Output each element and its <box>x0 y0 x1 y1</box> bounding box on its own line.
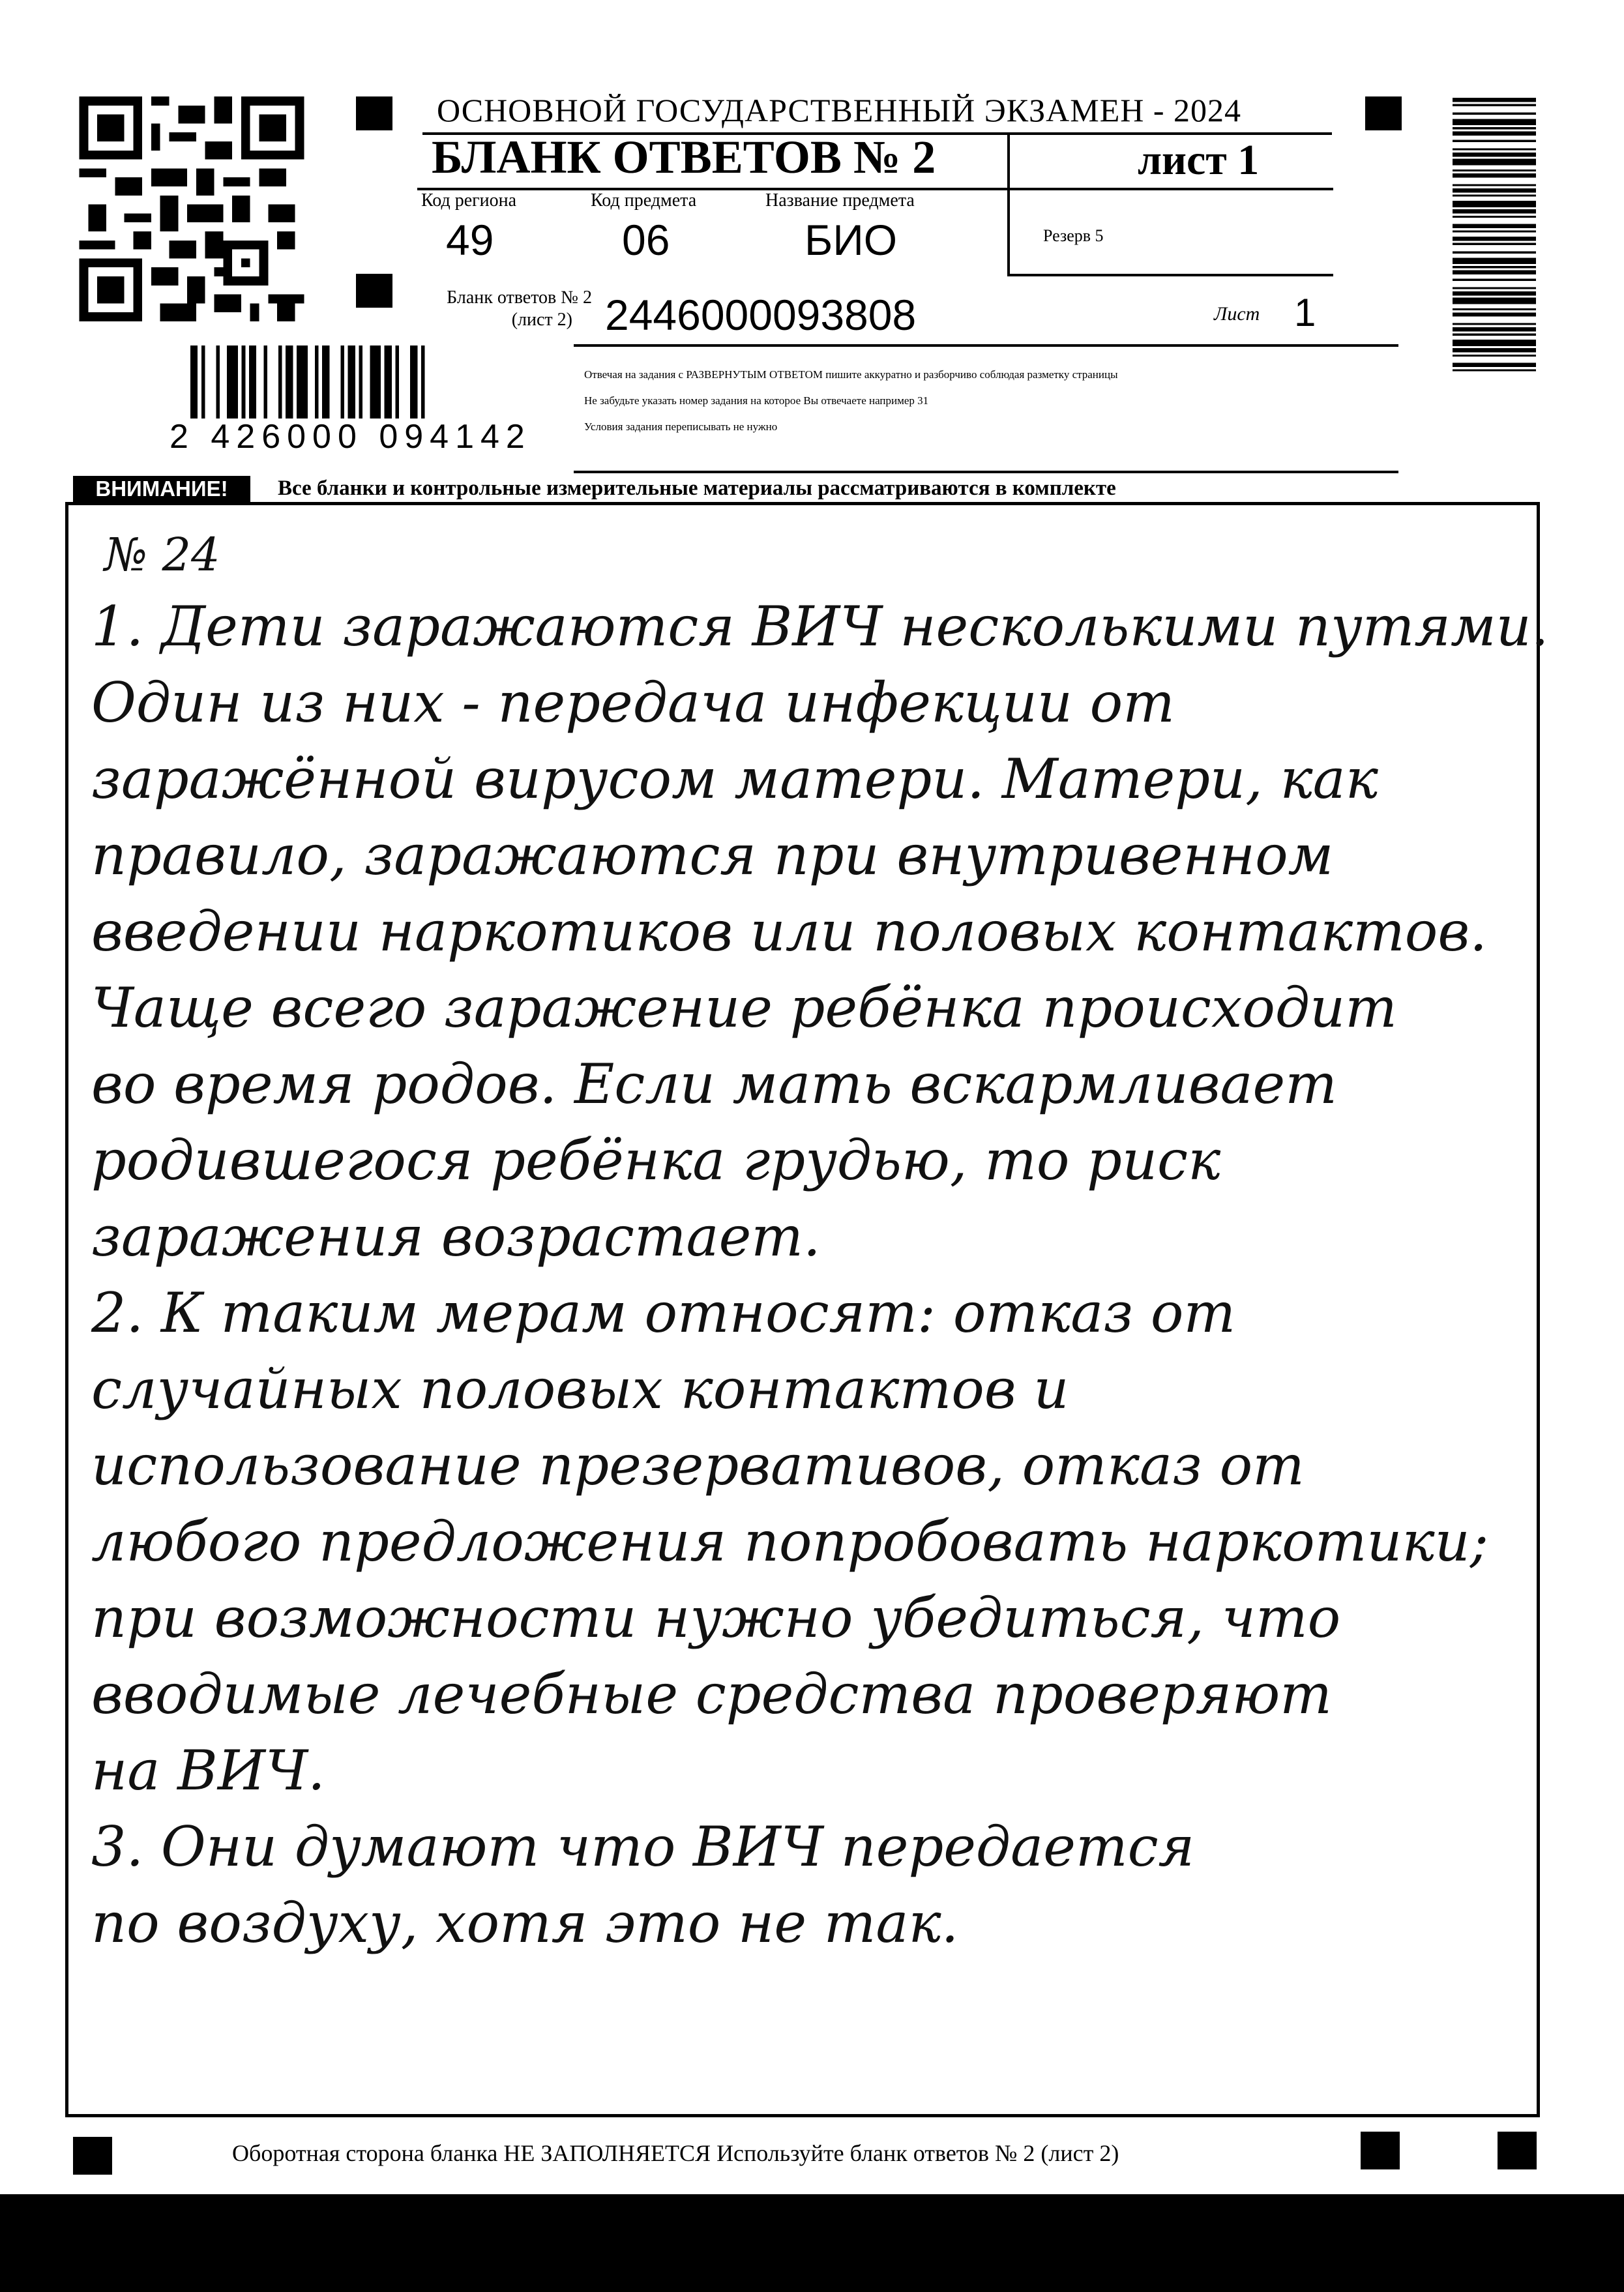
region-label: Код региона <box>421 190 517 211</box>
subject-name: БИО <box>805 216 898 264</box>
marker-mid-left <box>356 274 392 308</box>
answer-line: заражения возрастает. <box>91 1205 821 1269</box>
answer-line: правило, заражаются при внутривенном <box>91 823 1334 887</box>
sheet2-label: Лист <box>1214 303 1260 325</box>
answer-line: вводимые лечебные средства проверяют <box>91 1662 1332 1726</box>
answer-line: случайных половых контактов и <box>91 1357 1069 1421</box>
answer-line: на ВИЧ. <box>91 1739 325 1802</box>
instruction-3: Условия задания переписывать не нужно <box>584 420 778 433</box>
marker-top-left <box>356 96 392 130</box>
answer-line: 1. Дети заражаются ВИЧ несколькими путями. <box>91 595 1549 658</box>
answer-line: при возможности нужно убедиться, что <box>91 1586 1341 1650</box>
answer-line: 2. К таким мерам относят: отказ от <box>91 1281 1236 1345</box>
sub-blank-label-line1: Бланк ответов № 2 <box>447 287 592 308</box>
footer-note: Оборотная сторона бланка НЕ ЗАПОЛНЯЕТСЯ Используйте бланк ответов № 2 (лист 2) <box>232 2140 1119 2166</box>
header-line-2 <box>1007 274 1333 276</box>
answer-line: Один из них - передача инфекции от <box>91 671 1175 735</box>
answer-line: любого предложения попробовать наркотики; <box>91 1510 1489 1574</box>
attention-text: Все бланки и контрольные измерительные материалы рассматриваются в комплекте <box>278 477 1116 500</box>
answer-line: заражённой вирусом матери. Матери, как <box>91 747 1378 811</box>
subject-name-label: Название предмета <box>765 190 915 211</box>
barcode-vertical <box>1453 98 1536 448</box>
barcode-number: 2 426000 094142 <box>170 418 531 456</box>
region-code: 49 <box>446 216 494 264</box>
answer-line: родившегося ребёнка грудью, то риск <box>91 1128 1221 1192</box>
exam-title: ОСНОВНОЙ ГОСУДАРСТВЕННЫЙ ЭКЗАМЕН - 2024 <box>437 92 1241 128</box>
attention-badge: ВНИМАНИЕ! <box>73 476 250 502</box>
answer-line: Чаще всего заражение ребёнка происходит <box>91 976 1397 1040</box>
sheet-label: лист 1 <box>1138 136 1260 184</box>
sub-blank-label-line2: (лист 2) <box>511 310 572 330</box>
instruction-2: Не забудьте указать номер задания на которое Вы отвечаете например 31 <box>584 394 929 407</box>
header-divider <box>1007 134 1010 276</box>
marker-top-right <box>1365 96 1402 130</box>
task-number: № 24 <box>104 528 220 581</box>
sub-blank-label <box>415 287 592 331</box>
qr-code <box>77 96 306 321</box>
subject-code-label: Код предмета <box>591 190 697 211</box>
reserve-label: Резерв 5 <box>1043 226 1104 245</box>
subject-code: 06 <box>622 216 670 264</box>
sheet2-number: 1 <box>1294 291 1316 334</box>
answer-line: по воздуху, хотя это не так. <box>91 1891 959 1955</box>
header-line-3 <box>574 344 1398 347</box>
answer-line: во время родов. Если мать вскармливает <box>91 1052 1337 1116</box>
marker-bottom-left <box>73 2137 112 2175</box>
marker-bottom-right <box>1498 2132 1537 2169</box>
answer-line: 3. Они думают что ВИЧ передается <box>91 1815 1195 1879</box>
qr-code-graphic <box>77 96 306 321</box>
answer-line: использование презервативов, отказ от <box>91 1433 1305 1497</box>
header-line-4 <box>574 471 1398 473</box>
barcode-horizontal <box>190 345 539 419</box>
bottom-scan-band <box>0 2194 1624 2292</box>
sub-blank-number: 2446000093808 <box>605 291 917 339</box>
instruction-1: Отвечая на задания с РАЗВЕРНУТЫМ ОТВЕТОМ пишите аккуратно и разборчиво соблюдая разметку страницы <box>584 368 1118 381</box>
answer-line: введении наркотиков или половых контактов. <box>91 900 1487 963</box>
blank-title: БЛАНК ОТВЕТОВ № 2 <box>432 131 936 183</box>
marker-bottom-mid <box>1361 2132 1400 2169</box>
